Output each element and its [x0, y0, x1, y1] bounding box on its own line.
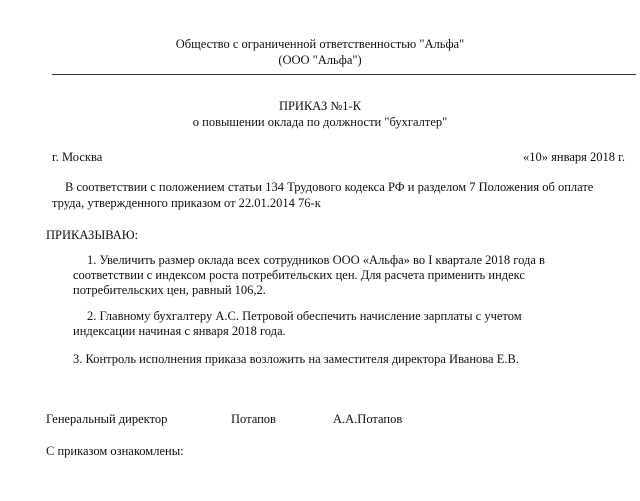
item-1-line-2: соответствии с индексом роста потребительских цен. Для расчета применить индекс	[73, 268, 525, 282]
signature-position: Генеральный директор	[46, 412, 168, 426]
signature-sign: Потапов	[231, 412, 276, 426]
order-place: г. Москва	[52, 150, 103, 164]
item-2-line-1: 2. Главному бухгалтеру А.С. Петровой обеспечить начисление зарплаты с учетом	[87, 309, 522, 323]
item-2-line-2: индексации начиная с января 2018 года.	[73, 324, 286, 338]
item-3-line-1: 3. Контроль исполнения приказа возложить на заместителя директора Иванова Е.В.	[73, 352, 519, 366]
order-date: «10» января 2018 г.	[523, 150, 625, 164]
item-1-line-3: потребительских цен, равный 106,2.	[73, 283, 266, 297]
organization-full-name: Общество с ограниченной ответственностью "Альфа"	[175, 37, 465, 51]
order-subject: о повышении оклада по должности "бухгалтер"	[192, 115, 448, 129]
order-keyword: ПРИКАЗЫВАЮ:	[46, 228, 139, 242]
signature-name: А.А.Потапов	[333, 412, 403, 426]
acknowledgement-line: С приказом ознакомлены:	[46, 444, 184, 458]
header-divider	[52, 74, 636, 75]
order-title: ПРИКАЗ №1-К	[278, 99, 362, 113]
preamble-line-2: труда, утвержденного приказом от 22.01.2014 76-к	[52, 196, 321, 210]
preamble-line-1: В соответствии с положением статьи 134 Трудового кодекса РФ и разделом 7 Положения об оплате	[65, 180, 594, 194]
organization-short-name: (ООО "Альфа")	[278, 53, 362, 67]
item-1-line-1: 1. Увеличить размер оклада всех сотрудников ООО «Альфа» во I квартале 2018 года в	[87, 253, 545, 267]
